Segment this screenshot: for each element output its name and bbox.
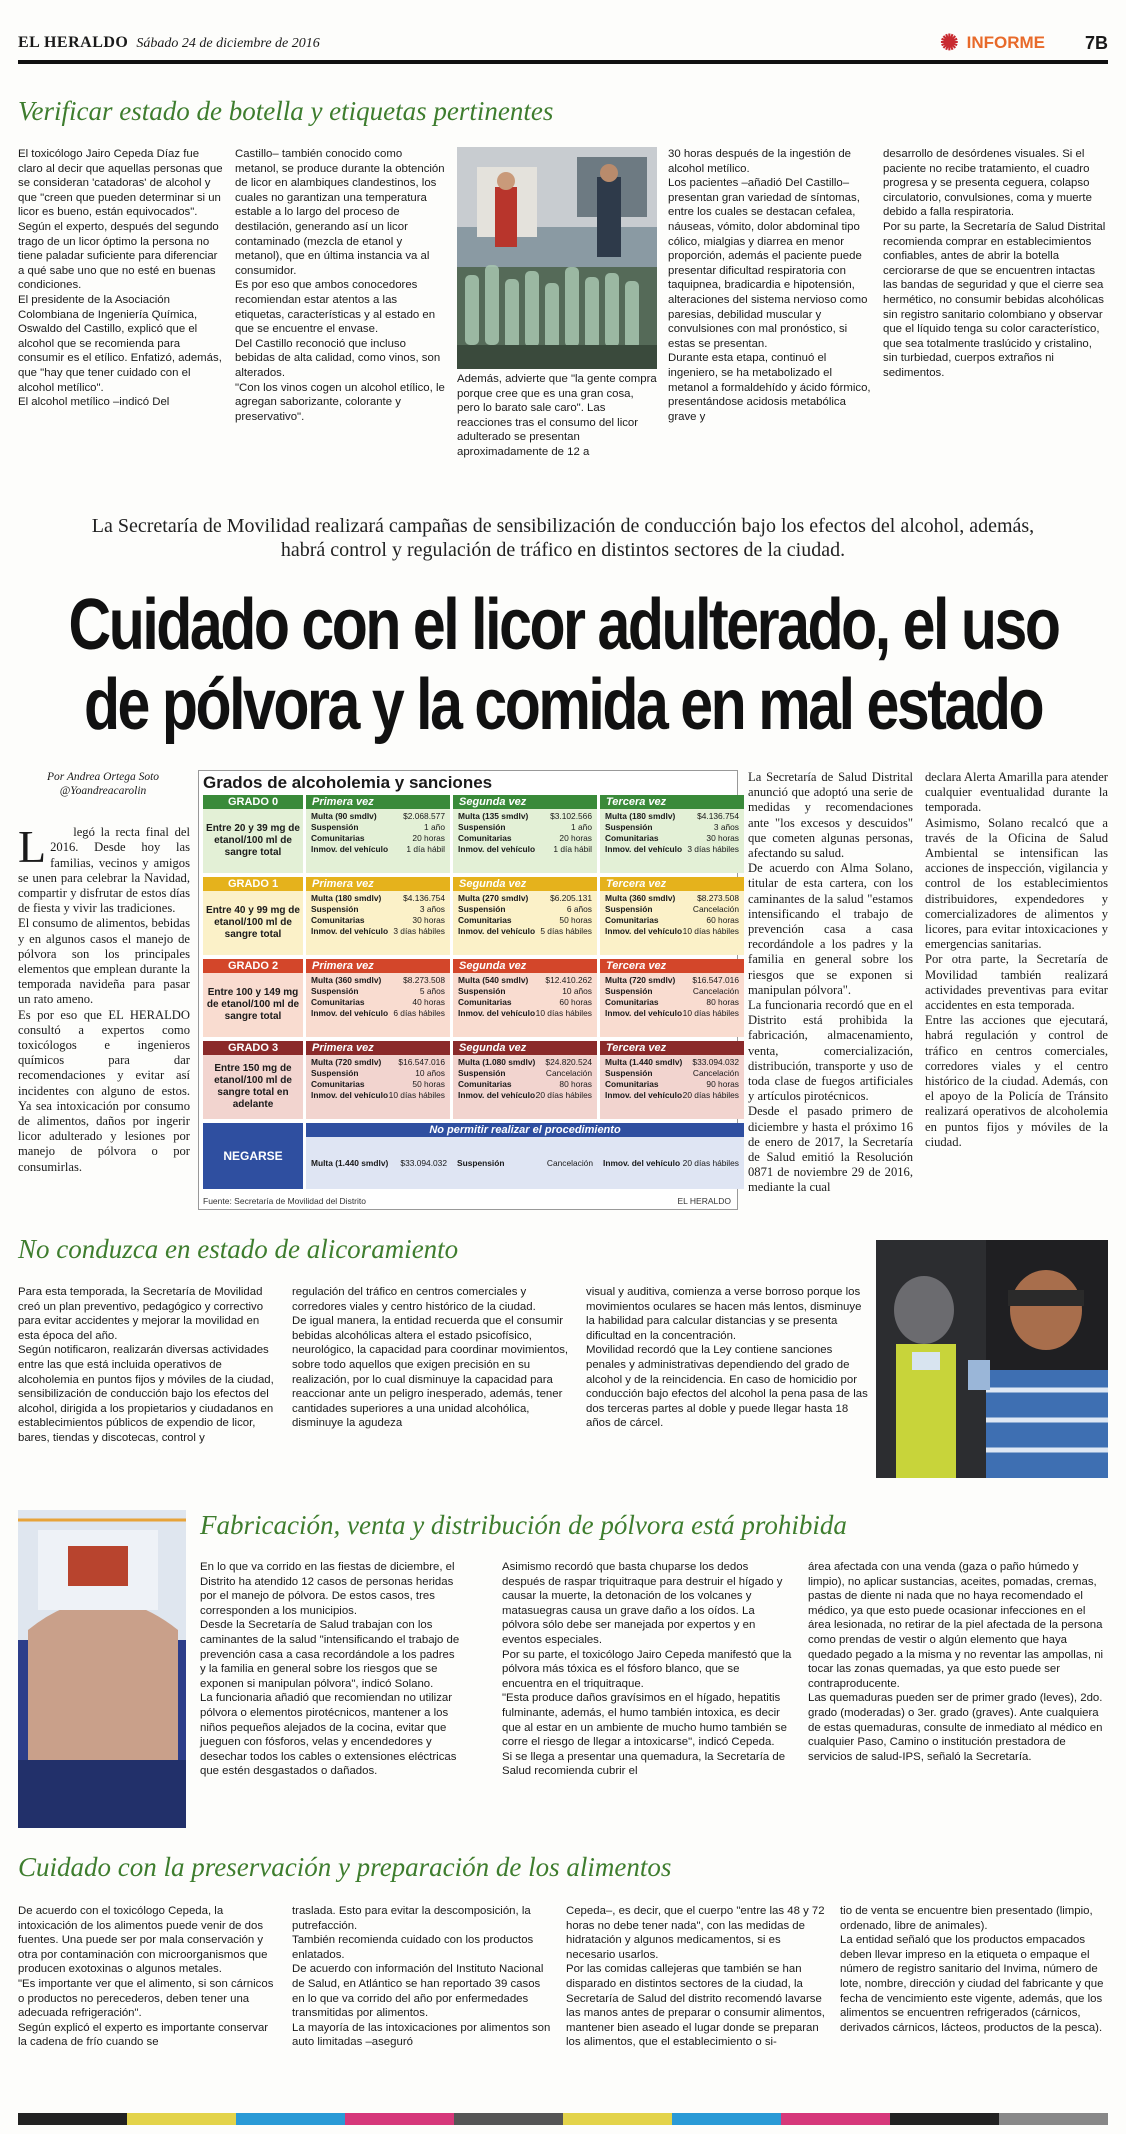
grade-label: GRADO 2	[203, 959, 303, 973]
section-title-bottles: Verificar estado de botella y etiquetas pertinentes	[18, 96, 554, 126]
bottles-column-1: El toxicólogo Jairo Cepeda Díaz fue claro al decir que aquellas personas que se consideran 'catadoras' de alcohol y que "creen que pueden determinar si un licor es bueno, están equivocados". Según el experto, después del segundo trago de un licor óptimo la persona no tiene paladar suficiente para diferenciar a qué sabe uno que no esté en buenas condiciones. El presidente de la Asociación Colombiana de Ingeniería Química, Oswaldo del Castillo, explicó que el alcohol que se recomienda para consumir es el etílico. Enfatizó, además, que "hay que tener cuidado con el alcohol metílico". El alcohol metílico –indicó Del	[18, 148, 223, 409]
sanction-row	[458, 986, 592, 997]
sanction-value: 50 horas	[412, 1079, 445, 1089]
sanction-name: Inmov. del vehículo	[605, 844, 683, 854]
offense-header: Primera vez	[306, 795, 450, 809]
sanction-value: $8.273.508	[697, 893, 739, 903]
sanction-row	[311, 1158, 447, 1169]
byline	[18, 770, 188, 798]
sanction-cell	[600, 973, 744, 1037]
sanction-name: Comunitarias	[311, 997, 365, 1007]
sanction-name: Multa (1.440 smdlv)	[311, 1157, 389, 1168]
article-subhead: La Secretaría de Movilidad realizará campañas de sensibilización de conducción bajo los efectos del alcohol, además, habrá control y regulación de tráfico en distintos sectores de la ciudad.	[91, 515, 1035, 561]
sanction-name: Suspensión	[311, 822, 359, 832]
bottles-photo	[457, 147, 657, 369]
food-column-4: tio de venta se encuentre bien presentado (limpio, ordenado, libre de animales). La entidad señaló que los productos empacados deben llevar impreso en la etiqueta o empaque el número de registro sanitario del Invima, número de lote, nombre, dirección y ciudad del fabricante y que fecha de vencimiento este vigente, además, que los alimentos se encuentren refrigerados (cárnicos, derivados cárnicos, lácteos, productos de la pesca).	[840, 1905, 1104, 2034]
author-handle: @Yoandreacarolin	[59, 785, 147, 797]
sanction-name: Suspensión	[458, 822, 506, 832]
masthead	[18, 28, 1108, 58]
sanction-cell	[306, 973, 450, 1037]
sanction-value: Cancelación	[546, 1157, 593, 1168]
sanction-value: 3 años	[419, 904, 445, 914]
sanction-value: 60 horas	[706, 915, 739, 925]
masthead-rule	[18, 60, 1108, 64]
sanction-value: 50 horas	[559, 915, 592, 925]
alcoholemia-infographic	[198, 770, 738, 1210]
sanction-name: Suspensión	[457, 1157, 505, 1168]
sanction-name: Inmov. del vehículo	[311, 1008, 389, 1018]
sanction-row	[605, 904, 739, 915]
lead-column-a-text: legó la recta final del 2016. Desde hoy las familias, vecinos y amigos se unen para celebrar la Navidad, compartir y disfrutar de estos días de fiesta y vivir las tradiciones. El consumo de alimentos, bebidas y en algunos casos el manejo de pólvora son los principales elementos que emplean durante la temporada navideña para pasar un rato ameno. Es por eso que EL HERALDO consultó a expertos como toxicólogos e ingenieros químicos para dar recomendaciones y evitar así incidentes con alguno de estos. Ya sea intoxicación por consumo de alimentos, daños por ingerir licor adulterado y lesiones por manejo de pólvora o por consumirlas.	[18, 825, 190, 1174]
infographic-title: Grados de alcoholemia y sanciones	[203, 773, 493, 792]
sanction-name: Comunitarias	[605, 997, 659, 1007]
sanction-row	[311, 1008, 445, 1019]
section-title-fireworks: Fabricación, venta y distribución de pólvora está prohibida	[200, 1510, 847, 1540]
sanction-row	[605, 1008, 739, 1019]
sanction-row	[605, 1079, 739, 1090]
sanction-name: Inmov. del vehículo	[603, 1157, 681, 1168]
sanction-name: Comunitarias	[311, 1079, 365, 1089]
sanction-name: Comunitarias	[605, 915, 659, 925]
sanction-name: Inmov. del vehículo	[605, 1090, 683, 1100]
sanction-name: Suspensión	[311, 1068, 359, 1078]
headline-line-1: Cuidado con el licor adulterado, el uso	[68, 585, 1059, 665]
bottles-column-4: 30 horas después de la ingestión de alcohol metílico. Los pacientes –añadió Del Castillo– presentan gran variedad de síntomas, entre los cuales se destacan cefalea, náuseas, vómito, dolor abdominal tipo cólico, mialgias y diarrea en menor proporción, además el paciente puede presentar dificultad respiratoria con taquipnea, bradicardia e hipotensión, alteraciones del sistema nervioso como paresias, debilidad muscular y convulsiones con mal pronóstico, si estas se presentan. Durante esta etapa, continuó el ingeniero, se ha metabolizado el metanol a formaldehído y ácido fórmico, presentándose acidosis metabólica grave y	[668, 148, 871, 423]
sanction-name: Suspensión	[458, 904, 506, 914]
offense-header: Tercera vez	[600, 959, 744, 973]
sanction-name: Multa (270 smdlv)	[458, 893, 529, 903]
sanction-row	[311, 915, 445, 926]
sanction-row	[311, 822, 445, 833]
sanction-value: 80 horas	[559, 1079, 592, 1089]
sanction-row	[605, 997, 739, 1008]
sanction-value: 90 horas	[706, 1079, 739, 1089]
sanction-row	[458, 844, 592, 855]
sanction-value: Cancelación	[692, 986, 739, 996]
infographic-source: Fuente: Secretaría de Movilidad del Distrito	[203, 1196, 366, 1206]
sanction-name: Inmov. del vehículo	[458, 1008, 536, 1018]
sanction-name: Inmov. del vehículo	[458, 1090, 536, 1100]
sanction-row	[458, 833, 592, 844]
sanction-row	[311, 926, 445, 937]
sanction-name: Suspensión	[605, 822, 653, 832]
negarse-sanctions	[306, 1137, 744, 1189]
sanction-row	[605, 986, 739, 997]
infographic-credit: EL HERALDO	[677, 1196, 731, 1206]
sanction-value: 60 horas	[559, 997, 592, 1007]
sanction-row	[311, 997, 445, 1008]
sanction-row	[605, 893, 739, 904]
offense-header: Tercera vez	[600, 1041, 744, 1055]
sanction-row	[458, 1068, 592, 1079]
sanction-value: Cancelación	[545, 1068, 592, 1078]
sanction-name: Multa (1.440 smdlv)	[605, 1057, 683, 1067]
lead-column-b: La Secretaría de Salud Distrital anunció que adoptó una serie de medidas y recomendaciones ante "los excesos y descuidos" que cometen algunas personas, afectando su salud. De acuerdo con Alma Solano, titular de esta cartera, con los caminantes de la salud "estamos intensificando el trabajo de prevención casa a casa recordándole a los padres y la familia en general sobre los riesgos que se exponen si manipulan pólvora". La funcionaria recordó que en el Distrito está prohibida la fabricación, almacenamiento, venta, comercialización, distribución, transporte y uso de toda clase de fuegos artificiales y artículos pirotécnicos. Desde el pasado primero de diciembre y hasta el próximo 16 de enero de 2017, la Secretaría de Salud emitió la Resolución 0871 de noviembre 29 de 2016, mediante la cual	[748, 770, 913, 1195]
sanction-row	[458, 904, 592, 915]
offense-header: Primera vez	[306, 1041, 450, 1055]
sanction-value: 20 días hábiles	[535, 1090, 592, 1100]
sanction-name: Comunitarias	[311, 915, 365, 925]
lead-column-c: declara Alerta Amarilla para atender cualquier eventualidad durante la temporada. Asimismo, Solano recalcó que a través de la Oficina de Salud Ambiental se intensifican las acciones de inspección, vigilancia y control de los establecimientos distribuidores, expendedores y comercializadores de alimentos y licores, para evitar intoxicaciones y emergencias sanitarias. Por otra parte, la Secretaría de Movilidad también realizará actividades preventivas para evitar accidentes en esta temporada. Entre las acciones que ejecutará, habrá regulación y control de tráfico en centros comerciales, corredores viales y el centro histórico de la ciudad. Además, con el apoyo de la Policía de Tránsito realizará operativos de alcoholemia en puntos fijos y móviles de la ciudad.	[925, 770, 1108, 1149]
issue-date: Sábado 24 de diciembre de 2016	[136, 36, 320, 51]
sanction-value: 6 años	[566, 904, 592, 914]
sanction-value: $12.410.262	[545, 975, 592, 985]
sanction-value: 10 días hábiles	[682, 926, 739, 936]
sanction-row	[458, 915, 592, 926]
sanction-name: Comunitarias	[458, 1079, 512, 1089]
color-registration-bar	[18, 2113, 1108, 2125]
sanction-row	[311, 811, 445, 822]
sanction-name: Suspensión	[311, 904, 359, 914]
sanction-value: 3 años	[713, 822, 739, 832]
sanction-value: 20 horas	[559, 833, 592, 843]
sanction-name: Comunitarias	[458, 915, 512, 925]
sanction-name: Multa (180 smdlv)	[605, 811, 676, 821]
sanction-row	[457, 1158, 593, 1169]
sanction-value: 3 días hábiles	[393, 926, 445, 936]
lead-column-a	[18, 810, 190, 1230]
sanction-value: Cancelación	[692, 1068, 739, 1078]
sanction-value: 30 horas	[412, 915, 445, 925]
sanction-row	[458, 893, 592, 904]
grade-label: GRADO 0	[203, 795, 303, 809]
sanction-name: Multa (720 smdlv)	[311, 1057, 382, 1067]
sanction-row	[458, 1008, 592, 1019]
offense-header: Segunda vez	[453, 1041, 597, 1055]
sanction-cell	[453, 973, 597, 1037]
sanction-name: Comunitarias	[458, 997, 512, 1007]
sanction-row	[603, 1158, 739, 1169]
sanction-value: 5 días hábiles	[540, 926, 592, 936]
sanction-value: 20 días hábiles	[682, 1090, 739, 1100]
sanction-name: Comunitarias	[311, 833, 365, 843]
bottles-column-5: desarrollo de desórdenes visuales. Si el paciente no recibe tratamiento, el cuadro progresa y se presenta ceguera, colapso circulatorio, convulsiones, coma y muerte debido a falla respiratoria. Por su parte, la Secretaría de Salud Distrital recomienda comprar en establecimientos confiables, antes de abrir la botella cerciorarse de que se encuentren intactas las bandas de seguridad y que el cierre sea hermético, no consumir bebidas alcohólicas sin registro sanitario colombiano y observar que el líquido tenga su color característico, que sea totalmente traslúcido y cristalino, sin turbiedad, cuerpos extraños ni sedimentos.	[883, 148, 1106, 379]
sanction-row	[605, 811, 739, 822]
sanction-row	[458, 822, 592, 833]
driving-column-3: visual y auditiva, comienza a verse borroso porque los movimientos oculares se hacen más lentos, disminuye la habilidad para calcular distancias y se presenta dificultad en la concentración. Movilidad recordó que la Ley contiene sanciones penales y administrativas dependiendo del grado de alcohol y de la reincidencia. En caso de homicidio por conducción bajo efectos del alcohol la pena pasa de las dos terceras partes al doble y puede llegar hasta 18 años de cárcel.	[586, 1286, 868, 1430]
sanction-value: $6.205.131	[550, 893, 592, 903]
grade-description: Entre 100 y 149 mg de etanol/100 ml de sangre total	[203, 973, 303, 1037]
sanction-value: 1 día hábil	[406, 844, 445, 854]
sanction-value: 1 año	[424, 822, 445, 832]
sanction-row	[605, 975, 739, 986]
sanction-cell	[306, 891, 450, 955]
sanction-value: 10 días hábiles	[388, 1090, 445, 1100]
sanction-row	[311, 833, 445, 844]
sanction-name: Inmov. del vehículo	[311, 1090, 389, 1100]
offense-header: Tercera vez	[600, 795, 744, 809]
bottles-column-2: Castillo– también conocido como metanol, se produce durante la obtención de licor en alambiques clandestinos, los cuales no garantizan una temperatura estable a lo largo del proceso de destilación, generando así un licor contaminado (mezcla de etanol y metanol), que en última instancia va al consumidor. Es por eso que ambos conocedores recomiendan estar atentos a las etiquetas, características y al estado en que se encuentre el envase. Del Castillo reconoció que incluso bebidas de alta calidad, como vinos, son alterados. "Con los vinos cogen un alcohol etílico, le agregan saborizante, colorante y preservativo".	[235, 148, 445, 423]
section-tag	[940, 30, 1045, 56]
sanction-name: Multa (720 smdlv)	[605, 975, 676, 985]
grade-label: GRADO 1	[203, 877, 303, 891]
newspaper-brand: EL HERALDO	[18, 34, 129, 51]
sanction-value: $24.820.524	[545, 1057, 592, 1067]
sanction-value: $4.136.754	[697, 811, 739, 821]
sanction-value: $2.068.577	[403, 811, 445, 821]
grade-description: Entre 20 y 39 mg de etanol/100 ml de sangre total	[203, 809, 303, 873]
alcohol-test-photo	[876, 1240, 1108, 1478]
sanction-row	[605, 915, 739, 926]
firework-icon: ✺	[940, 30, 959, 55]
sanction-value: $3.102.566	[550, 811, 592, 821]
page-number: 7B	[1084, 32, 1108, 53]
sanction-value: 20 horas	[412, 833, 445, 843]
sanction-name: Comunitarias	[605, 833, 659, 843]
fireworks-column-3: área afectada con una venda (gaza o paño húmedo y limpio), no aplicar sustancias, aceites, pomadas, cremas, pastas de diente ni nada que no haya recomendado el médico, ya que esto puede ocasionar infecciones en el área lesionada, no retirar de la piel afectada de la persona como prendas de vestir o algún elemento que haya quedado pegado a la misma y no reventar las ampollas, ni tocar las zonas quemadas, ya que esto puede ser contraproducente. Las quemaduras pueden ser de primer grado (leves), 2do. grado (moderadas) o 3er. grado (graves). Ante cualquiera de estas quemaduras, consulte de inmediato al médico en cualquier Paso, Camino o institución prestadora de servicios de salud-IPS, señaló la Secretaría.	[808, 1561, 1104, 1763]
sanction-value: $16.547.016	[398, 1057, 445, 1067]
sanction-cell	[453, 809, 597, 873]
sanction-value: 1 año	[571, 822, 592, 832]
sanction-row	[605, 844, 739, 855]
food-column-2: traslada. Esto para evitar la descomposición, la putrefacción. También recomienda cuidado con los productos enlatados. De acuerdo con información del Instituto Nacional de Salud, en Atlántico se han reportado 39 casos en lo que va corrido del año por enfermedades transmitidas por alimentos. La mayoría de las intoxicaciones por alimentos son auto limitadas –aseguró	[292, 1905, 551, 2049]
sanction-value: 80 horas	[706, 997, 739, 1007]
sanction-row	[311, 1090, 445, 1101]
section-title-driving: No conduzca en estado de alicoramiento	[18, 1234, 459, 1264]
offense-header: Primera vez	[306, 959, 450, 973]
sanction-row	[311, 893, 445, 904]
sanction-name: Inmov. del vehículo	[311, 926, 389, 936]
author-name: Por Andrea Ortega Soto	[46, 771, 160, 783]
sanction-row	[458, 811, 592, 822]
sanction-name: Suspensión	[605, 904, 653, 914]
negarse-label: NEGARSE	[203, 1123, 303, 1189]
sanction-value: $4.136.754	[403, 893, 445, 903]
driving-column-1: Para esta temporada, la Secretaría de Movilidad creó un plan preventivo, pedagógico y correctivo para evitar accidentes y mejorar la movilidad en esta época del año. Según notificaron, realizarán diversas actividades entre las que está incluida operativos de alcoholemia en puntos fijos y móviles de la ciudad, sensibilización de conducción bajo los efectos del alcohol, dirigida a los propietarios y ciudadanos en establecimientos públicos de expendio de licor, bares, tiendas y discotecas, control y	[18, 1286, 274, 1444]
sanction-row	[605, 1057, 739, 1068]
sanction-value: $8.273.508	[403, 975, 445, 985]
driving-column-2: regulación del tráfico en centros comerciales y corredores viales y centro histórico de la ciudad. De igual manera, la entidad recuerda que el consumir bebidas alcohólicas altera el estado psicofísico, neurológico, la capacidad para coordinar movimientos, sobre todo aquellos que exigen precisión en su realización, por lo cual disminuye la capacidad para reaccionar ante un peligro inesperado, además, tener cantidades superiores a una unidad alcohólica, disminuye la agudeza	[292, 1286, 569, 1430]
sanction-name: Suspensión	[605, 1068, 653, 1078]
sanction-row	[458, 1090, 592, 1101]
burn-injury-photo	[18, 1510, 186, 1828]
sanction-row	[605, 1068, 739, 1079]
sanction-name: Multa (1.080 smdlv)	[458, 1057, 536, 1067]
sanction-name: Comunitarias	[458, 833, 512, 843]
sanction-cell	[453, 1055, 597, 1119]
fireworks-column-1: En lo que va corrido en las fiestas de diciembre, el Distrito ha atendido 12 casos de personas heridas por el manejo de pólvora. De estos casos, tres corresponden a los municipios. Desde la Secretaría de Salud trabajan con los caminantes de la salud "intensificando el trabajo de prevención casa a casa recordándole a los padres y la familia en general sobre los riesgos que se exponen si manipulan pólvora", indicó Solano. La funcionaria añadió que recomiendan no utilizar pólvora o elementos pirotécnicos, mantener a los niños pequeños alejados de la cocina, evitar que jueguen con fósforos, velas y encendedores y desechar todos los cables o extensiones eléctricas que estén desgastados o dañados.	[200, 1561, 460, 1778]
negarse-header: No permitir realizar el procedimiento	[306, 1123, 744, 1137]
sanction-row	[458, 1079, 592, 1090]
sanction-name: Suspensión	[311, 986, 359, 996]
sanction-name: Suspensión	[605, 986, 653, 996]
offense-header: Segunda vez	[453, 795, 597, 809]
sanction-name: Inmov. del vehículo	[311, 844, 389, 854]
sanction-value: $16.547.016	[692, 975, 739, 985]
sanction-value: $33.094.032	[692, 1057, 739, 1067]
food-column-3: Cepeda–, es decir, que el cuerpo "entre las 48 y 72 horas no debe tener nada", con las medidas de hidratación y algunos medicamentos, si es necesario usarlos. Por las comidas callejeras que también se han disparado en distintos sectores de la ciudad, la Secretaría de Salud del distrito recomendó lavarse las manos antes de preparar o consumir alimentos, mantener bien aseado el lugar donde se preparan los alimentos, que el establecimiento o si-	[566, 1905, 825, 2049]
sanction-value: 10 días hábiles	[535, 1008, 592, 1018]
sanction-cell	[453, 891, 597, 955]
sanction-row	[458, 975, 592, 986]
sanction-cell	[600, 1055, 744, 1119]
sanction-name: Multa (360 smdlv)	[605, 893, 676, 903]
sanction-name: Suspensión	[458, 986, 506, 996]
sanction-row	[605, 833, 739, 844]
drop-cap: L	[18, 821, 47, 873]
masthead-left	[18, 34, 320, 52]
sanction-value: 10 días hábiles	[682, 1008, 739, 1018]
grade-label: GRADO 3	[203, 1041, 303, 1055]
sanction-value: 40 horas	[412, 997, 445, 1007]
grade-description: Entre 150 mg de etanol/100 ml de sangre total en adelante	[203, 1055, 303, 1119]
sanction-name: Inmov. del vehículo	[458, 926, 536, 936]
grade-description: Entre 40 y 99 mg de etanol/100 ml de sangre total	[203, 891, 303, 955]
sanction-cell	[306, 809, 450, 873]
headline-line-2: de pólvora y la comida en mal estado	[83, 665, 1043, 745]
sanction-value: 5 años	[419, 986, 445, 996]
sanction-value: 1 día hábil	[553, 844, 592, 854]
sanction-cell	[600, 809, 744, 873]
sanction-name: Comunitarias	[605, 1079, 659, 1089]
sanction-value: 20 días hábiles	[682, 1157, 739, 1168]
sanction-row	[458, 1057, 592, 1068]
sanction-row	[458, 997, 592, 1008]
sanction-name: Inmov. del vehículo	[458, 844, 536, 854]
sanction-row	[311, 844, 445, 855]
sanction-value: $33.094.032	[400, 1157, 447, 1168]
sanction-row	[605, 926, 739, 937]
section-label: INFORME	[966, 33, 1045, 52]
sanction-cell	[306, 1055, 450, 1119]
sanction-value: 10 años	[415, 1068, 445, 1078]
sanction-row	[311, 1068, 445, 1079]
sanction-row	[311, 1079, 445, 1090]
offense-header: Segunda vez	[453, 877, 597, 891]
sanction-name: Multa (135 smdlv)	[458, 811, 529, 821]
section-title-food: Cuidado con la preservación y preparación de los alimentos	[18, 1852, 672, 1882]
sanction-row	[311, 904, 445, 915]
sanction-name: Multa (180 smdlv)	[311, 893, 382, 903]
offense-header: Segunda vez	[453, 959, 597, 973]
sanction-name: Multa (90 smdlv)	[311, 811, 377, 821]
sanction-row	[311, 986, 445, 997]
sanction-row	[605, 822, 739, 833]
sanction-name: Multa (360 smdlv)	[311, 975, 382, 985]
offense-header: Primera vez	[306, 877, 450, 891]
sanction-row	[311, 975, 445, 986]
sanction-name: Suspensión	[458, 1068, 506, 1078]
sanction-value: 6 días hábiles	[393, 1008, 445, 1018]
sanction-value: 3 días hábiles	[687, 844, 739, 854]
sanction-row	[605, 1090, 739, 1101]
sanction-cell	[600, 891, 744, 955]
sanction-name: Multa (540 smdlv)	[458, 975, 529, 985]
sanction-value: 30 horas	[706, 833, 739, 843]
sanction-value: 10 años	[562, 986, 592, 996]
offense-header: Tercera vez	[600, 877, 744, 891]
sanction-value: Cancelación	[692, 904, 739, 914]
bottles-column-3: Además, advierte que "la gente compra porque cree que es una gran cosa, pero lo barato sale caro". Las reacciones tras el consumo del licor adulterado se presentan aproximadamente de 12 a	[457, 373, 657, 458]
sanction-name: Inmov. del vehículo	[605, 926, 683, 936]
sanction-row	[311, 1057, 445, 1068]
fireworks-column-2: Asimismo recordó que basta chuparse los dedos después de raspar triquitraque para destruir el hígado y causar la muerte, la detonación de los volcanes y matasuegras causa un grave daño a los oídos. La pólvora sólo debe ser manejada por expertos y en eventos especiales. Por su parte, el toxicólogo Jairo Cepeda manifestó que la pólvora más tóxica es el fósforo blanco, que se encuentra en el triquitraque. "Esta produce daños gravísimos en el hígado, hepatitis fulminante, además, el humo también intoxica, es decir que al estar en un ambiente de mucho humo también se corre el riesgo de llegar a intoxicarse", indicó Cepeda. Si se llega a presentar una quemadura, la Secretaría de Salud recomienda cubrir el	[502, 1561, 792, 1778]
sanction-row	[458, 926, 592, 937]
food-column-1: De acuerdo con el toxicólogo Cepeda, la intoxicación de los alimentos puede venir de dos fuentes. Una puede ser por mala conservación y otra por contaminación con microorganismos que producen exotoxinas o algunos metales. "Es importante ver que el alimento, si son cárnicos o productos no perecederos, deben tener una adecuada refrigeración". Según explicó el experto es importante conservar la cadena de frío cuando se	[18, 1905, 274, 2049]
sanction-name: Inmov. del vehículo	[605, 1008, 683, 1018]
